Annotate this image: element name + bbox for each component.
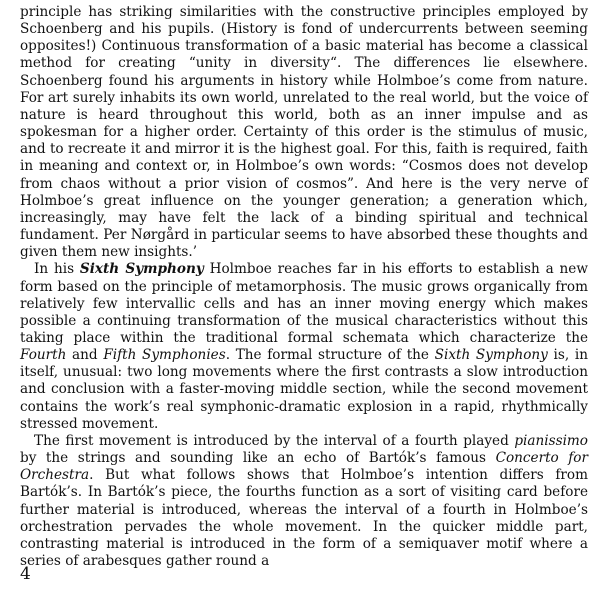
paragraph-1-text: principle has striking similarities with the constructive principles employed by Schoenberg and his pupils. (History is fond of undercurrents between seeming opposites!) Continuous transformation of a basic material has become a classical method for creating “unity in diversity“. The differences lie elsewhere. Schoenberg found his arguments in history while Holmboe’s come from nature. For art surely inhabits its own world, unrelated to the real world, but the voice of nature is heard throughout this world, both as an inner impulse and as spokesman for a higher order. Certainty of this order is the stimulus of music, and to recreate it and mirror it is the highest goal. For this, faith is required, faith in meaning and context or, in Holmboe’s own words: “Cosmos does not develop from chaos without a prior vision of cosmos”. And here is the very nerve of Holmboe’s great influence on the younger generation; a generation which, increasingly, may have felt the lack of a binding spiritual and technical fundament. Per Nørgård in particular seems to have absorbed these thoughts and given them new insights.’ (20, 4, 588, 261)
paragraph-2 (20, 261, 588, 433)
paragraph-2-text: . The formal structure of the (225, 347, 435, 364)
paragraph-3-text: by the strings and sounding like an echo of Bartók’s famous (20, 450, 496, 467)
paragraph-3-text: The first movement is introduced by the interval of a fourth played (34, 432, 515, 449)
work-title-fifth-symphonies: Fifth Symphonies (103, 347, 226, 364)
paragraph-2-text: is, in itself, unusual: two long movements where the first contrasts a slow introduction and conclusion with a faster-moving middle section, while the second movement contains the work’s real symphonic-dramatic explosion in a rapid, rhythmically stressed movement. (20, 347, 588, 432)
paragraph-2-text: Holmboe reaches far in his efforts to establish a new form based on the principle of metamorphosis. The music grows organically from relatively few intervallic cells and has an inner moving energy which makes possible a continuing transformation of the musical characteristics without this taking place within the traditional formal schemata which characterize the (20, 261, 588, 346)
term-pianissimo: pianissimo (514, 432, 588, 449)
work-title-sixth-symphony: Sixth Symphony (434, 347, 548, 364)
work-title-concerto-for-orchestra: Concerto for Orchestra (20, 450, 588, 484)
paragraph-1 (20, 4, 588, 261)
document-page (20, 4, 588, 570)
paragraph-2-text: and (66, 347, 104, 364)
page-number: 4 (20, 564, 31, 584)
paragraph-3 (20, 433, 588, 570)
work-title-sixth-symphony: Sixth Symphony (79, 261, 204, 278)
paragraph-2-text: In his (34, 261, 80, 278)
paragraph-3-text: . But what follows shows that Holmboe’s intention differs from Bartók’s. In Bartók’s piece, the fourths function as a sort of visiting card before further material is introduced, whereas the interval of a fourth in Holmboe’s orchestration pervades the whole movement. In the quicker middle part, contrasting material is introduced in the form of a semiquaver motif where a series of arabesques gather round a (20, 467, 588, 569)
work-title-fourth: Fourth (20, 347, 67, 364)
